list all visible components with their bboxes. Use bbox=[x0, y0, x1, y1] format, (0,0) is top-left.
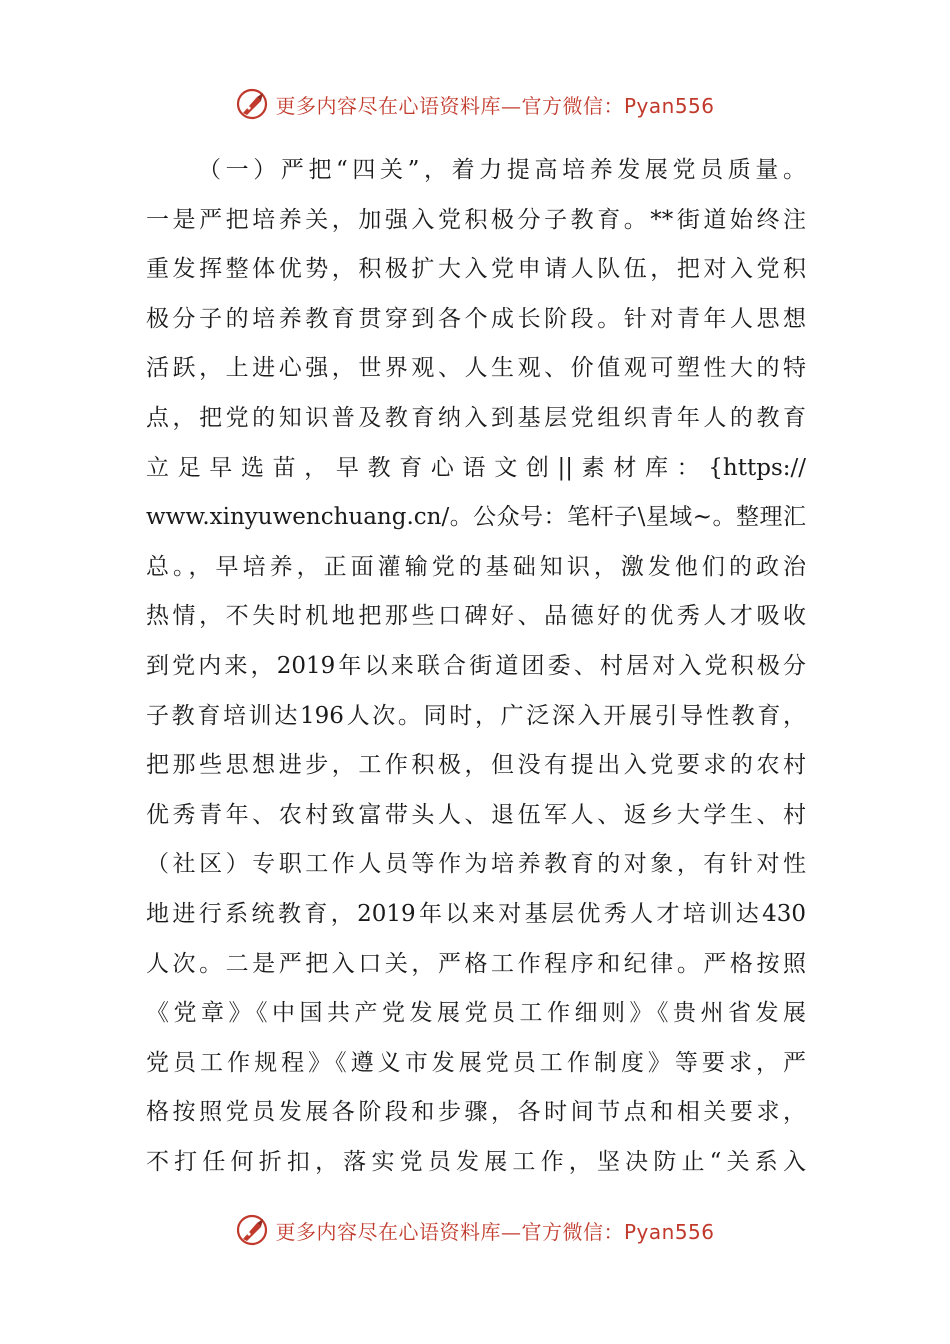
text-line: 立足早选苗，早教育心语文创||素材库：{https:// bbox=[146, 454, 806, 481]
text-line: 极分子的培养教育贯穿到各个成长阶段。针对青年人思想 bbox=[146, 305, 806, 332]
banner-contact: Pyan556 bbox=[623, 93, 715, 118]
text-line: 《党章》《中国共产党发展党员工作细则》《贵州省发展 bbox=[146, 1000, 806, 1027]
text-line: 地进行系统教育，2019年以来对基层优秀人才培训达430 bbox=[146, 900, 806, 927]
footer-banner bbox=[0, 1208, 950, 1252]
text-line: 优秀青年、农村致富带头人、退伍军人、返乡大学生、村 bbox=[146, 801, 806, 828]
text-line: 活跃，上进心强，世界观、人生观、价值观可塑性大的特 bbox=[146, 355, 806, 382]
text-line: 热情，不失时机地把那些口碑好、品德好的优秀人才吸收 bbox=[146, 603, 806, 630]
text-line: 到党内来，2019年以来联合街道团委、村居对入党积极分 bbox=[146, 652, 806, 679]
text-line: 点，把党的知识普及教育纳入到基层党组织青年人的教育 bbox=[146, 404, 806, 431]
text-line: 格按照党员发展各阶段和步骤，各时间节点和相关要求， bbox=[146, 1099, 806, 1126]
text-line: www.xinyuwenchuang.cn/。公众号：笔杆子\星域~。整理汇 bbox=[146, 504, 806, 531]
banner-contact: Pyan556 bbox=[623, 1219, 715, 1244]
banner-text: 更多内容尽在心语资料库—官方微信：Pyan556 bbox=[275, 93, 715, 118]
pen-nib-icon bbox=[235, 1213, 269, 1247]
text-line: 重发挥整体优势，积极扩大入党申请人队伍，把对入党积 bbox=[146, 256, 806, 283]
text-line: （一）严把“四关”，着力提高培养发展党员质量。 bbox=[198, 157, 806, 183]
header-banner bbox=[0, 82, 950, 126]
text-line: 不打任何折扣，落实党员发展工作，坚决防止“关系入 bbox=[146, 1148, 806, 1175]
text-line: 党员工作规程》《遵义市发展党员工作制度》等要求，严 bbox=[146, 1049, 806, 1076]
banner-text: 更多内容尽在心语资料库—官方微信：Pyan556 bbox=[275, 1219, 715, 1244]
text-line: 总。，早培养，正面灌输党的基础知识，激发他们的政治 bbox=[146, 553, 806, 580]
document-body bbox=[146, 146, 806, 1187]
text-line: 子教育培训达196人次。同时，广泛深入开展引导性教育， bbox=[146, 702, 806, 729]
pen-nib-icon bbox=[235, 87, 269, 121]
text-line: （社区）专职工作人员等作为培养教育的对象，有针对性 bbox=[146, 851, 806, 878]
text-line: 把那些思想进步，工作积极，但没有提出入党要求的农村 bbox=[146, 752, 806, 779]
text-line: 人次。二是严把入口关，严格工作程序和纪律。严格按照 bbox=[146, 950, 806, 977]
text-line: 一是严把培养关，加强入党积极分子教育。**街道始终注 bbox=[146, 206, 806, 233]
